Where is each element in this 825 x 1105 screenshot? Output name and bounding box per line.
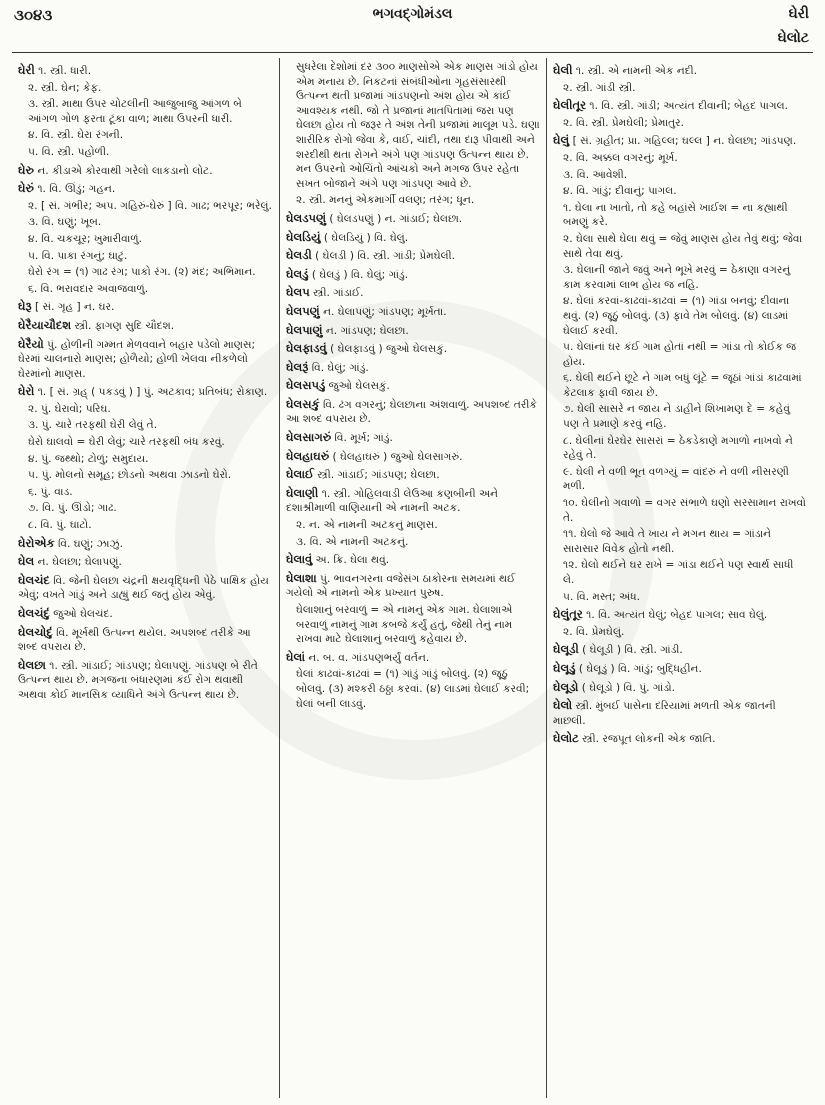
- headword: ઘેલચોદું: [18, 624, 53, 639]
- headword: ઘેલાઈ: [286, 467, 314, 482]
- dictionary-entry: [18, 536, 273, 552]
- entry-sense: [18, 402, 273, 417]
- dictionary-entry: [18, 606, 273, 622]
- entry-text: ન. કીડાએ કોરવાથી ગરેલો લાકડાનો લોટ.: [33, 164, 213, 177]
- entry-text: ( ઘેલડિયું ) વિ. ઘેલું.: [320, 231, 409, 244]
- dictionary-entry: [18, 554, 273, 570]
- dictionary-entry: [553, 680, 807, 696]
- entry-sense: [18, 282, 273, 297]
- page-number: ૩૦૪૩: [14, 6, 53, 24]
- entry-sense: [18, 518, 273, 533]
- headword: ઘેલાણી: [286, 485, 319, 500]
- headword: ઘેરુ: [18, 162, 34, 177]
- entry-text: ૪. પું. જથ્થો; ટોળું; સમુદાય.: [28, 452, 149, 465]
- dictionary-entry: [286, 430, 540, 446]
- entry-text: ૫. પું. મોલનો સમૂહ; છોડનો અથવા ઝાડનો ઘેરો.: [28, 469, 232, 482]
- entry-sense: [18, 145, 273, 160]
- headword: ઘેલૂડો: [553, 679, 579, 694]
- dictionary-entry: [18, 573, 273, 603]
- entry-text: ૩. ઘેલાની જાને જવું અને ભૂખે મરવું = ઠેકાણા વગરનું કામ કરવામાં લાભ હોય જ નહિ.: [563, 264, 794, 291]
- entry-text: ઘેલાશાનું બરવાળું = એ નામનું એક ગામ. ઘેલાશાએ બરવાળું નામનું ગામ કબજે કર્યું હતું, જેથી તેનું નામ રાખવા માટે ઘેલાશાનું બરવાળું કહેવાય છે.: [296, 604, 516, 646]
- entry-text: ૨. વિ. પ્રેમઘેલું.: [563, 625, 625, 638]
- entry-sense: [18, 97, 273, 126]
- entry-text: વિ. ઘણું; ઝાઝું.: [54, 537, 123, 550]
- entry-text: સ્ત્રી. મુંબઈ પાસેના દરિયામાં મળતી એક જાતની માછલી.: [553, 700, 780, 727]
- dictionary-entry: [18, 384, 273, 400]
- entry-text: ૩. વિ. ઘણું; ખૂબ.: [28, 216, 102, 229]
- entry-sense: [286, 518, 540, 533]
- entry-text: ૮. વિ. પું. ઘાટો.: [28, 519, 92, 532]
- entry-text: ૧. સ્ત્રી. ગોહિલવાડી લેઉઆ કણબીની અને દશાશ્રીમાળી વાણિયાની એ નામની અટક.: [286, 487, 502, 515]
- running-title: ભગવદ્ગોમંડલ: [372, 6, 453, 22]
- headword: ઘેલહાઘરું: [286, 448, 330, 463]
- entry-text: ૯. ઘેલી ને વળી ભૂત વળગ્યું = વાંદરું ને વળી નીસરણી મળી.: [563, 465, 793, 493]
- headword: ઘેલસકું: [286, 396, 320, 411]
- entry-text: ૨. સ્ત્રી. ઘેન; કેફ.: [28, 81, 102, 94]
- entry-text: ૨. સ્ત્રી. ગાંડી સ્ત્રી.: [563, 81, 636, 94]
- dictionary-entry: [18, 163, 273, 179]
- entry-text: ૧૨. ઘેલો થઈને ઘર રાખે = ગાંડા થઈને પણ સ્વાર્થ સાધી લે.: [563, 559, 797, 586]
- entry-sense: [18, 215, 273, 230]
- entry-sense: [18, 501, 273, 516]
- entry-sense: [18, 435, 273, 450]
- dictionary-entry: [286, 341, 540, 357]
- entry-sense: [18, 265, 273, 280]
- entry-text: ૧૦. ઘેલીનો ગવાળો = વગર સંભાળે ઘણો સરસામાન રાખવો તે.: [563, 497, 810, 524]
- headword: ઘેરોએક: [18, 535, 55, 550]
- entry-text: ૪. વિ. ચકચૂર; ખુમારીવાળું.: [28, 232, 142, 245]
- guide-word-first: ઘેરી: [788, 6, 809, 22]
- dictionary-entry: [286, 449, 540, 465]
- dictionary-entry: [286, 304, 540, 320]
- entry-sense: [286, 193, 540, 208]
- entry-text: સ્ત્રી. ગાંડાઈ; ગાંડપણ; ઘેલછા.: [313, 469, 440, 482]
- entry-text: જુઓ ઘેલસકું.: [325, 380, 390, 393]
- dictionary-entry: [286, 378, 540, 394]
- entry-sense: [553, 184, 807, 199]
- entry-sense: [286, 60, 544, 191]
- dictionary-entry: [18, 299, 273, 315]
- headword: ઘેલપાણું: [286, 322, 323, 337]
- dictionary-entry: [286, 650, 540, 666]
- column-1: [12, 58, 279, 1098]
- header-rule: [12, 52, 813, 53]
- entry-text: ૬. વિ. ભરાવદાર અવાજવાળું.: [28, 282, 149, 295]
- entry-text: [ સં. ગૃહ ] ન. ઘર.: [31, 301, 115, 314]
- entry-text: ૧. વિ. ઊંડું; ગહન.: [33, 183, 116, 196]
- entry-sense: [553, 151, 807, 166]
- dictionary-entry: [553, 98, 807, 114]
- entry-text: વિ. ઘેલું; ગાંડું.: [308, 361, 369, 374]
- entry-text: પું. હોળીની ગમ્મત મેળવવાને બહાર પડેલો માણસ; ઘેરમાં ચાલનારો માણસ; હોળૈયો; હોળી ખેલવા નીકળેલો ઘેરમાંનો માણસ.: [18, 338, 259, 380]
- entry-text: ૨. ઘેલા સાથે ઘેલા થવું = જેવું માણસ હોય તેવું થવું; જેવા સાથે તેવા થવું.: [563, 232, 806, 260]
- entry-sense: [553, 263, 807, 292]
- entry-sense: [553, 434, 807, 463]
- entry-sense: [553, 340, 807, 369]
- headword: ઘેલાં: [286, 649, 306, 664]
- entry-sense: [553, 625, 807, 640]
- entry-text: ૧. ઘેલા ના ખાતો, તો કહે બહાંસે ખાઈશ = ના કહ્યાથી બમણું કરે.: [563, 201, 792, 229]
- dictionary-entry: [286, 486, 540, 516]
- entry-text: વિ. મૂર્ખ; ગાંડું.: [331, 432, 393, 445]
- headword: ઘેલસાગરું: [286, 430, 332, 445]
- dictionary-entry: [18, 318, 273, 334]
- column-3: [546, 58, 813, 1098]
- headword: ઘેલડપણું: [286, 210, 327, 225]
- entry-text: અ. ક્રિ. ઘેલા થવું.: [312, 554, 390, 567]
- entry-sense: [553, 232, 807, 261]
- entry-text: ૧૧. ઘેલો જે આવે તે ખાય ને મગન થાય = ગાંડાને સારાસાર વિવેક હોતો નથી.: [563, 528, 775, 555]
- headword: ઘેલપણું: [286, 303, 320, 318]
- entry-text: ૩. વિ. આવેશી.: [563, 168, 628, 181]
- dictionary-entry: [286, 397, 540, 427]
- entry-text: [ સં. ગ્રહીત; પ્રા. ગહિલ્લ; ઘલ્લ ] ન. ઘેલછા; ગાંડપણ.: [569, 135, 797, 148]
- entry-sense: [553, 168, 807, 183]
- entry-text: ન. ઘેલાપણું; ગાંડપણ; મૂર્ખતા.: [319, 305, 447, 318]
- entry-sense: [18, 232, 273, 247]
- entry-text: ૧. વિ. સ્ત્રી. ગાંડી; અત્યંત દીવાની; બેહદ પાગલ.: [586, 100, 788, 113]
- entry-sense: [553, 558, 807, 587]
- dictionary-entry: [286, 552, 540, 568]
- dictionary-entry: [18, 337, 273, 382]
- entry-text: ૨. વિ. અક્કલ વગરનું; મૂર્ખ.: [563, 151, 678, 164]
- headword: ઘેલાવું: [286, 552, 313, 567]
- entry-text: પું. ભાવનગરના વજેસંગ ઠાકોરના સમયમાં થઈ ગયેલો એ નામનો એક પ્રખ્યાત પુરુષ.: [286, 572, 519, 600]
- headword: ઘેલરૂં: [286, 359, 309, 374]
- entry-text: વિ. મૂર્ખથી ઉત્પન્ન થયેલ. અપશબ્દ તરીકે આ શબ્દ વપરાય છે.: [18, 626, 255, 654]
- entry-sense: [553, 81, 807, 96]
- headword: ઘેલી: [553, 63, 573, 77]
- entry-sense: [18, 468, 273, 483]
- headword: ઘેરૈયાચૌદશ: [18, 317, 72, 332]
- headword: ઘેલચંદું: [18, 606, 50, 620]
- entry-text: ૧. સ્ત્રી. ધારી.: [34, 65, 92, 77]
- headword: ઘેલડિયું: [286, 229, 321, 244]
- entry-text: ૮. ઘેલીનાં ઘેરઘેર સાસરાં = ઠેકડેકાણે મગાળો નાખવો ને રહેવું તે.: [563, 434, 797, 462]
- entry-text: ૧. વિ. અત્યંત ઘેલું; બેહદ પાગલ; સાવ ઘેલું.: [582, 609, 768, 622]
- dictionary-entry: [553, 63, 807, 79]
- entry-sense: [553, 465, 807, 494]
- entry-text: ઘેરો રંગ = (૧) ગાઢ રંગ; પાકો રંગ. (૨) મંદ; અભિમાન.: [28, 266, 256, 279]
- entry-text: ( ઘેલડું ) વિ. ઘેલું; ગાંડું.: [308, 268, 409, 281]
- entry-text: ૨. સ્ત્રી. મનનું એકમાર્ગી વલણ; તરંગ; ધૂન.: [296, 194, 475, 207]
- entry-text: સ્ત્રી. ફાગણ સુદિ ચૌદશ.: [71, 319, 175, 332]
- entry-text: ( ઘેલૂડી ) વિ. સ્ત્રી. ગાંડી.: [578, 644, 683, 657]
- headword: ઘેરી: [18, 63, 35, 77]
- headword: ઘેરૈયો: [18, 336, 44, 351]
- dictionary-entry: [286, 360, 540, 376]
- entry-text: ૭. વિ. પું. ઊંડો; ગાઢ.: [28, 502, 117, 515]
- entry-sense: [286, 603, 540, 647]
- dictionary-entry: [286, 230, 540, 246]
- dictionary-entry: [553, 698, 807, 728]
- headword: ઘેલફાડવું: [286, 341, 327, 356]
- entry-sense: [18, 452, 273, 467]
- entry-text: સુધરેલા દેશોમાં દર ૩૦૦ માણસોએ એક માણસ ગાંડો હોય એમ મનાય છે. નિકટનાં સંબંધીઓના ગૃહસંસારથી ઉત્પન્ન થતી પ્રજામાં ગાંડપણનો અંશ હોય એ કાંઈ આવશ્યક નથી. જો તે પ્રજાનાં માતપિતામાં જરા પણ ઘેલછા હોય તો જરૂર તે અંશ તેની પ્રજામાં માલૂમ પડે. ઘણા શારીરિક રોગો જેવા કે, વાઈ, ચાંદી, તથા દારૂ પીવાથી અને શરદીથી થતા રોગને અંગે પણ ગાંડપણ ઉત્પન્ન થાય છે. મન ઉપરનો ઓચિંતો આંચકો અને મગજ ઉપર રહેતા સખત બોજાને અંગે પણ ગાંડપણ આવે છે.: [296, 61, 544, 190]
- entry-text: ૨. પું. ઘેરાવો; પરિઘ.: [28, 402, 111, 415]
- entry-sense: [553, 294, 807, 338]
- headword: ઘેલચંદ: [18, 572, 50, 587]
- dictionary-entry: [18, 63, 273, 79]
- entry-text: ૫. વિ. પાકા રંગનું; ઘાટું.: [28, 249, 128, 262]
- dictionary-entry: [553, 133, 807, 149]
- column-2: [279, 58, 546, 1098]
- entry-text: ( ઘેલડપણું ) ન. ગાંડાઈ; ઘેલછા.: [326, 212, 463, 225]
- entry-sense: [18, 81, 273, 96]
- headword: ઘેલપ: [286, 285, 310, 300]
- page-header: [0, 0, 825, 58]
- entry-text: ૫. વિ. મસ્ત; અંધ.: [563, 590, 641, 603]
- entry-text: ( ઘેલડી ) વિ. સ્ત્રી. ગાંડી; પ્રેમઘેલી.: [311, 250, 456, 263]
- guide-word-last: ઘેલોટ: [777, 30, 809, 46]
- dictionary-entry: [553, 607, 807, 623]
- entry-sense: [18, 249, 273, 264]
- dictionary-entry: [286, 467, 540, 483]
- entry-text: ન. બ. વ. ગાંડપણભર્યું વર્તન.: [305, 651, 430, 664]
- dictionary-entry: [553, 661, 807, 677]
- headword: ઘેલછા: [18, 657, 46, 672]
- entry-text: ( ઘેલૂડો ) વિ. પું. ગાંડો.: [578, 681, 676, 694]
- entry-text: ૫. વિ. સ્ત્રી. પહોળી.: [28, 145, 110, 158]
- dictionary-entry: [18, 181, 273, 197]
- headword: ઘેલૂડું: [553, 660, 576, 675]
- entry-text: ૪. વિ. સ્ત્રી. ઘેરા રંગની.: [28, 129, 124, 142]
- dictionary-entry: [286, 323, 540, 339]
- entry-text: જુઓ ઘેલચંદ.: [49, 608, 113, 620]
- headword: ઘેલડું: [286, 266, 309, 281]
- headword: ઘેલો: [553, 698, 573, 713]
- entry-sense: [286, 667, 540, 711]
- entry-sense: [553, 116, 807, 131]
- entry-text: વિ. ઢંગ વગરનું; ઘેલછાના અંશવાળું. અપશબ્દ તરીકે આ શબ્દ વપરાય છે.: [286, 398, 541, 426]
- entry-text: ૩. પું. ચારે તરફથી ઘેરી લેવું તે.: [28, 419, 158, 432]
- entry-text: ૧. સ્ત્રી. એ નામની એક નદી.: [572, 65, 698, 77]
- entry-text: ૧. [ સં. ગ્રહ્ ( પકડવું ) ] પું. અટકાવ; પ્રતિબંધ; રોકાણ.: [34, 386, 268, 399]
- entry-sense: [553, 527, 807, 556]
- entry-sense: [286, 535, 540, 550]
- entry-sense: [18, 418, 273, 433]
- entry-sense: [553, 496, 810, 525]
- entry-text: ન. ગાંડપણ; ઘેલછા.: [322, 324, 409, 337]
- dictionary-entry: [286, 267, 540, 283]
- entry-text: ૬. ઘેલી થઈને છૂટે ને ગામ બધું લૂંટે = જૂઠાં ગાંડાં કાઢવામાં કેટલાક ફાવી જાય છે.: [563, 372, 805, 399]
- headword: ઘેલૂડી: [553, 642, 579, 657]
- headword: ઘેલુંતૂર: [553, 607, 583, 622]
- dictionary-entry: [286, 571, 540, 601]
- headword: ઘેરો: [18, 384, 35, 399]
- dictionary-entry: [286, 285, 540, 301]
- entry-text: ૪. વિ. ગાંડું; દીવાનું; પાગલ.: [563, 185, 677, 198]
- entry-sense: [553, 590, 807, 605]
- headword: ઘેરું: [18, 181, 34, 196]
- headword: ઘેલ: [18, 554, 35, 569]
- dictionary-columns: [12, 58, 813, 1098]
- headword: ઘેલસપડું: [286, 378, 326, 393]
- entry-text: સ્ત્રી. ગાંડાઈ.: [309, 287, 364, 300]
- headword: ઘેલડી: [286, 248, 312, 263]
- dictionary-entry: [286, 211, 540, 227]
- entry-text: ઘેરો ઘાલવો = ઘેરી લેવું; ચારે તરફથી બંધ કરવું.: [28, 436, 225, 449]
- entry-text: ( ઘેલફાડવું ) જુઓ ઘેલસકું.: [326, 343, 448, 356]
- entry-text: ૨. [ સં. ગંભીર; અપ. ગહિરું-ઘેરું ] વિ. ગાઢ; ભરપૂર; ભરેલું.: [28, 199, 272, 212]
- entry-text: ૪. ઘેલાં કરવાં-કાઢવાં-કાઢવાં = (૧) ગાંડા બનવું; દીવાના થવું. (૨) જૂઠું બોલવું. (૩) ફાવે તેમ બોલવું. (૪) લાડમાં ઘેલાઈ કરવી.: [563, 295, 793, 337]
- entry-text: સ્ત્રી. રજપૂત લોકની એક જાતિ.: [578, 733, 716, 746]
- entry-sense: [553, 201, 807, 230]
- entry-sense: [18, 485, 273, 500]
- entry-text: ૫. ઘેલાંનાં ઘર કંઈ ગામ હોતાં નથી = ગાંડા તો કોઈક જ હોય.: [563, 341, 800, 368]
- entry-text: વિ. જેની ઘેલછા ચંદ્રની ક્ષયવૃદ્ધિની પેઠે પાક્ષિક હોય એવું; વખતે ગાંડું અને ડાહ્યું થઈ જતું હોય એવું.: [18, 574, 273, 602]
- entry-text: ૨. વિ. સ્ત્રી. પ્રેમઘેલી; પ્રેમાતુર.: [563, 116, 684, 129]
- entry-text: ૨. ન. એ નામની અટકનું માણસ.: [296, 519, 438, 532]
- entry-sense: [18, 199, 273, 214]
- entry-text: ૭. ઘેલી સાસરે ન જાય ને ડાહીને શિખામણ દે = કહેવું પણ તે પ્રમાણે કરવું નહિ.: [563, 403, 794, 431]
- entry-text: ૩. વિ. એ નામની અટકનું.: [296, 535, 409, 548]
- headword: ઘેરૂ: [18, 299, 32, 314]
- entry-sense: [18, 128, 273, 143]
- dictionary-entry: [18, 658, 273, 703]
- entry-text: ૧. સ્ત્રી. ગાંડાઈ; ગાંડપણ; ઘેલાપણું. ગાંડપણ બે રીતે ઉત્પન્ન થાય છે. મગજના બંધારણમાં કંઈ રોગ થવાથી અથવા કોઈ માનસિક વ્યાધિને અંગે ઉત્પન્ન થાય છે.: [18, 659, 262, 701]
- entry-text: ન. ઘેલછા; ઘેલાપણું.: [34, 556, 122, 569]
- entry-text: ( ઘેલહાઘરું ) જુઓ ઘેલસાગરું.: [329, 450, 463, 463]
- entry-text: ઘેલાં કાઢવાં-કાઢવાં = (૧) ગાંડું ગાંડું બોલવું. (૨) જૂઠું બોલવું. (૩) મશ્કરી ઠઠ્ઠા કરવાં. (૪) લાડમાં ઘેલાઈ કરવી; ઘેલાં બની લાડવું.: [296, 668, 533, 710]
- dictionary-entry: [553, 731, 807, 747]
- entry-text: ૩. સ્ત્રી. માથા ઉપર ચોટલીની આજુબાજુ આંગળ બે આંગળ ગોળ ફરતા ટૂંકા વાળ; માથા ઉપરની ધારી.: [28, 98, 246, 125]
- entry-sense: [553, 402, 807, 431]
- entry-text: ૬. પું. વાડ.: [28, 485, 73, 498]
- headword: ઘેલાશા: [286, 570, 317, 585]
- entry-sense: [553, 371, 807, 400]
- headword: ઘેલોટ: [553, 731, 579, 746]
- dictionary-entry: [18, 625, 273, 655]
- dictionary-entry: [286, 248, 540, 264]
- dictionary-entry: [553, 642, 807, 658]
- headword: ઘેલું: [553, 133, 570, 148]
- headword: ઘેલીતૂર: [553, 98, 587, 113]
- entry-text: ( ઘેલૂડું ) વિ. ગાંડું; બુદ્ધિહીન.: [575, 662, 702, 675]
